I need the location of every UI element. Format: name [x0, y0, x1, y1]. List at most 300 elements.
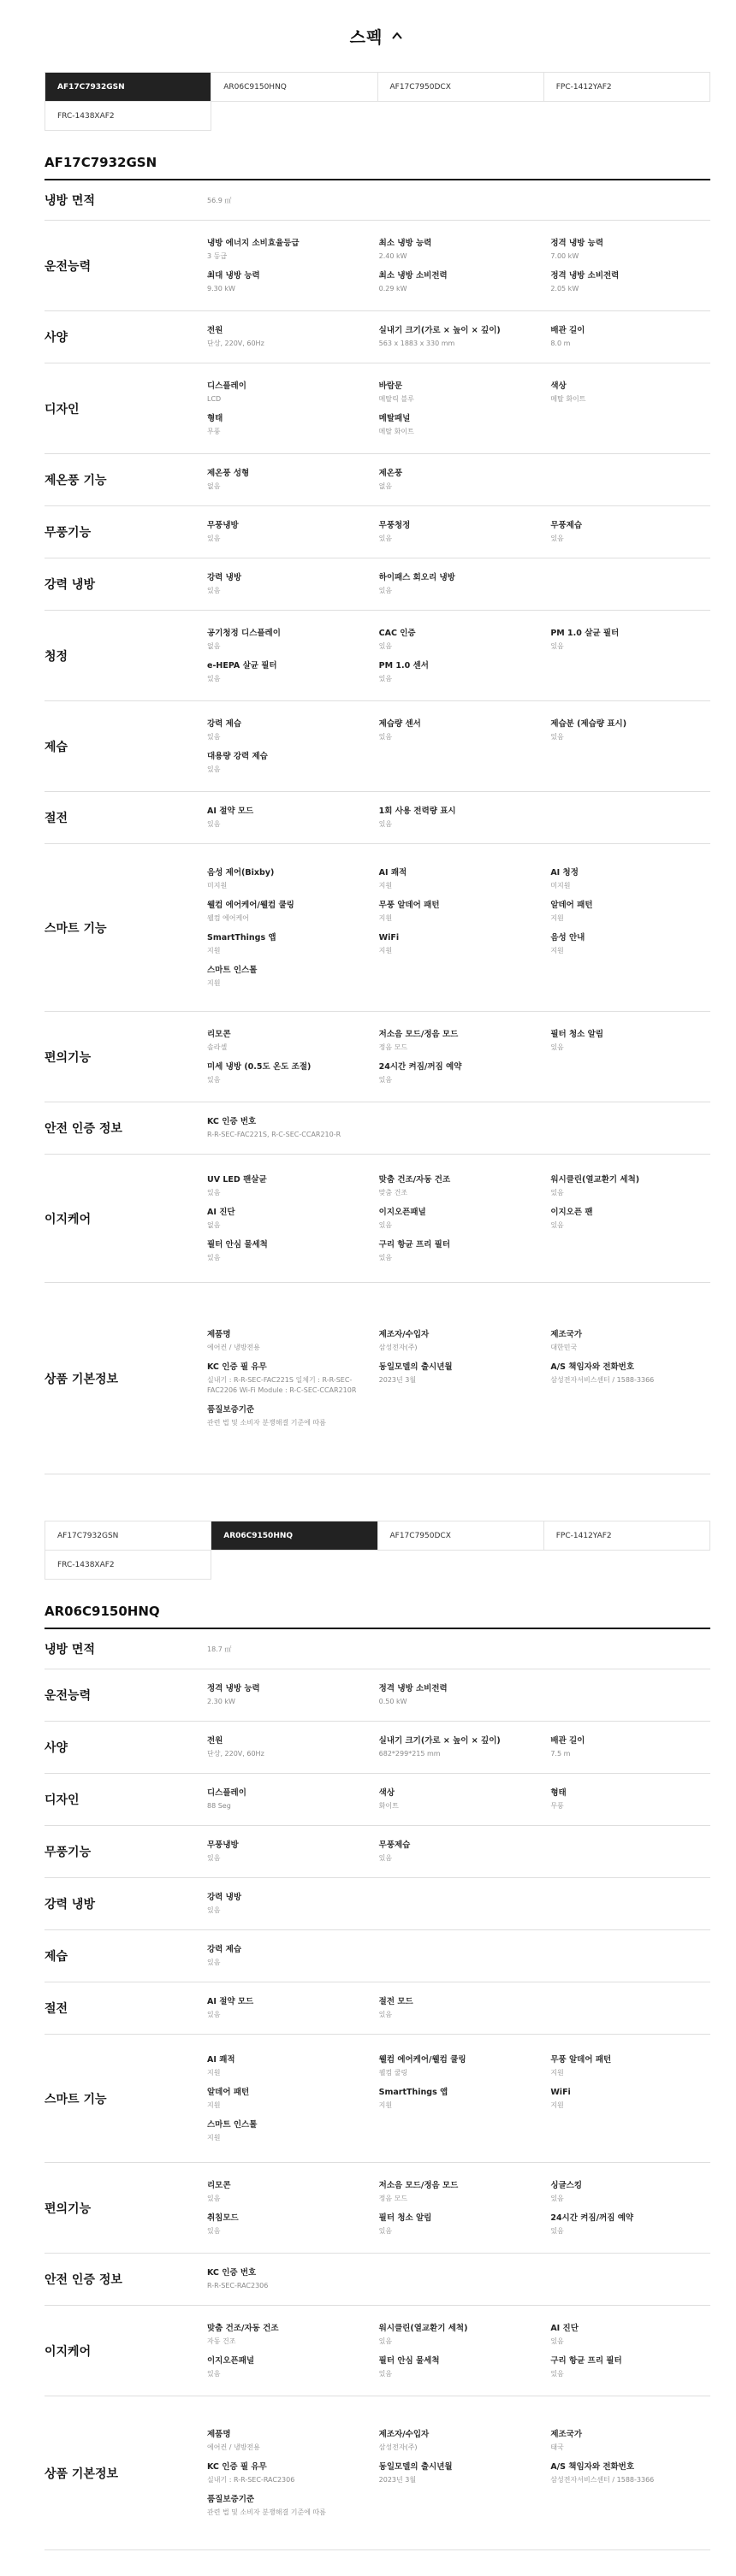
- model-spec-section: [45, 1474, 710, 2550]
- spec-item-value: 있음: [378, 535, 393, 542]
- spec-item-name: 필터 안심 물세척: [378, 2355, 440, 2366]
- spec-item: [379, 2083, 539, 2116]
- spec-item-name: 최소 냉방 소비전력: [378, 270, 448, 281]
- spec-item-value: 맞춤 건조: [378, 1188, 408, 1196]
- spec-item: [207, 464, 367, 497]
- page-title: 스펙: [349, 27, 383, 47]
- spec-item-name: 미세 냉방 (0.5도 온도 조절): [207, 1061, 312, 1072]
- spec-item-value: 무풍: [550, 1802, 564, 1810]
- spec-items: [207, 1930, 710, 1982]
- spec-item-name: 이지오픈 팬: [550, 1207, 593, 1217]
- spec-header[interactable]: [45, 0, 710, 72]
- spec-item: [550, 1326, 710, 1358]
- spec-category-label: 편의기능: [45, 1050, 92, 1065]
- spec-row: [45, 1878, 710, 1930]
- spec-item: [207, 1171, 367, 1203]
- spec-items: [207, 1155, 710, 1282]
- spec-item-value: R-R-SEC-RAC2306: [207, 2282, 269, 2289]
- spec-items: [207, 311, 710, 363]
- spec-item: [207, 1680, 367, 1712]
- spec-item: [207, 896, 367, 929]
- spec-item-value: 있음: [207, 2226, 221, 2235]
- spec-category-label: 제습: [45, 1950, 68, 1964]
- spec-item-value: 메탈 화이트: [378, 427, 414, 435]
- spec-item: [550, 2425, 710, 2458]
- spec-item-name: 공기청정 디스플레이: [207, 628, 281, 638]
- spec-item: [207, 2319, 367, 2352]
- spec-item: [207, 715, 367, 747]
- chevron-up-icon[interactable]: [389, 28, 405, 44]
- spec-item: [207, 1401, 367, 1433]
- spec-category-label: 스마트 기능: [45, 2092, 107, 2106]
- spec-category-label: 운전능력: [45, 259, 92, 274]
- spec-item-value: 단상, 220V, 60Hz: [207, 1750, 264, 1758]
- spec-item: [207, 2083, 367, 2116]
- spec-item-value: 있음: [550, 535, 564, 542]
- spec-item-name: SmartThings 앱: [207, 932, 276, 942]
- spec-item-value: 지원: [550, 2100, 564, 2109]
- spec-item: [379, 2177, 539, 2209]
- spec-category-label: 이지케어: [45, 2344, 92, 2359]
- spec-item: [550, 267, 710, 299]
- spec-item-value: 실내기 : R-R-SEC-RAC2306: [207, 2475, 295, 2484]
- spec-item-value: 있음: [550, 2369, 564, 2378]
- spec-item: [550, 864, 710, 896]
- spec-item-name: 배관 길이: [550, 1736, 585, 1746]
- spec-item-name: 대용량 강력 제습: [207, 751, 268, 761]
- spec-item: [207, 1058, 367, 1090]
- spec-item: [550, 1784, 710, 1817]
- spec-item-name: 제온풍: [378, 469, 403, 478]
- spec-item-value: 있음: [207, 1253, 221, 1261]
- spec-item-name: 알데어 패턴: [550, 900, 593, 910]
- spec-item-value: 7.5 m: [550, 1750, 571, 1758]
- spec-item-name: 품질보증기준: [207, 2494, 255, 2504]
- spec-item-name: 스마트 인스톨: [207, 965, 258, 975]
- spec-item-value: 있음: [550, 2194, 564, 2202]
- spec-item-name: 필터 청소 알림: [378, 2213, 432, 2223]
- spec-item: [550, 234, 710, 267]
- spec-items: [207, 792, 710, 843]
- spec-item-name: 색상: [378, 1788, 395, 1798]
- spec-item: [207, 2264, 367, 2296]
- spec-item-value: 태국: [550, 2443, 564, 2451]
- spec-item-value: 있음: [550, 2226, 564, 2235]
- spec-row: [45, 506, 710, 558]
- spec-item-value: 7.00 kW: [550, 251, 579, 260]
- spec-item-name: 강력 냉방: [207, 1893, 242, 1902]
- spec-item-name: AI 절약 모드: [207, 1997, 254, 2006]
- model-spec-section: [45, 72, 710, 1474]
- spec-items: [207, 1283, 710, 1474]
- spec-items: [207, 844, 710, 1011]
- spec-item-name: KC 인증 번호: [207, 1117, 257, 1126]
- spec-item: [550, 2051, 710, 2083]
- spec-item: [379, 2319, 539, 2352]
- spec-item: [207, 2352, 367, 2384]
- spec-item: [207, 1732, 367, 1764]
- spec-item-name: 강력 제습: [207, 718, 242, 729]
- spec-item: [550, 517, 710, 549]
- spec-item-value: 없음: [207, 641, 221, 650]
- spec-row: [45, 2254, 710, 2306]
- spec-items: [207, 1012, 710, 1102]
- spec-item: [207, 1993, 367, 2025]
- spec-items: [207, 2163, 710, 2253]
- spec-category-label: 디자인: [45, 402, 80, 417]
- spec-item: [379, 1732, 539, 1764]
- spec-item-name: 이지오픈패널: [378, 1207, 426, 1217]
- spec-item: [550, 2458, 710, 2490]
- spec-item-name: 전원: [207, 1736, 223, 1746]
- spec-item-value: 56.9 ㎡: [207, 197, 232, 204]
- spec-item-value: 있음: [378, 2011, 393, 2018]
- spec-item-value: 682*299*215 mm: [378, 1750, 441, 1758]
- spec-item-value: 있음: [207, 765, 221, 773]
- spec-item: [379, 517, 539, 549]
- spec-item-name: 맞춤 건조/자동 건조: [207, 2323, 279, 2333]
- spec-row: [45, 363, 710, 454]
- spec-row: [45, 180, 710, 221]
- tab-model[interactable]: AR06C9150HNQ: [211, 1521, 377, 1551]
- tab-model[interactable]: AF17C7950DCX: [378, 73, 544, 102]
- model-tabs: [45, 1521, 710, 1580]
- spec-category-label: 상품 기본정보: [45, 1372, 119, 1386]
- spec-item: [379, 2051, 539, 2083]
- spec-item: [207, 1836, 367, 1869]
- spec-item: [207, 569, 367, 601]
- spec-row: [45, 792, 710, 844]
- spec-item-name: 디스플레이: [207, 1788, 246, 1798]
- spec-item-value: 단상, 220V, 60Hz: [207, 340, 264, 347]
- spec-item-name: 메탈패널: [378, 413, 411, 423]
- spec-item: [379, 1358, 539, 1401]
- spec-item: [550, 1171, 710, 1203]
- spec-row: [45, 2306, 710, 2396]
- spec-items: [207, 506, 710, 558]
- spec-item: [550, 715, 710, 747]
- spec-category-label: 청정: [45, 649, 68, 664]
- spec-item-value: 정음 모드: [378, 1043, 408, 1051]
- spec-item-value: 지원: [207, 2100, 221, 2109]
- spec-item-value: 있음: [378, 1253, 393, 1261]
- spec-items: [207, 1669, 710, 1721]
- spec-item-name: CAC 인증: [378, 628, 416, 638]
- spec-item: [207, 1326, 367, 1358]
- spec-item: [550, 624, 710, 657]
- spec-category-label: 제습: [45, 740, 68, 754]
- spec-item-name: KC 인증 번호: [207, 2268, 257, 2278]
- spec-item-name: 제조자/수입자: [378, 1329, 430, 1339]
- spec-items: [207, 1102, 710, 1154]
- spec-item: [379, 322, 539, 354]
- spec-item-value: 0.50 kW: [378, 1698, 407, 1705]
- spec-item: [207, 1236, 367, 1268]
- spec-item-value: 있음: [550, 732, 564, 741]
- spec-item: [379, 1025, 539, 1058]
- spec-items: [207, 1826, 710, 1877]
- spec-item-name: AI 진단: [550, 2323, 579, 2333]
- spec-category-label: 냉방 면적: [45, 1643, 95, 1657]
- spec-item-name: AI 진단: [207, 1207, 235, 1217]
- spec-item-name: 최대 냉방 능력: [207, 270, 260, 281]
- spec-item: [550, 2209, 710, 2242]
- spec-item-name: 취침모드: [207, 2213, 239, 2223]
- spec-item: [379, 624, 539, 657]
- spec-category-label: 상품 기본정보: [45, 2467, 119, 2481]
- spec-row: [45, 1102, 710, 1155]
- spec-items: [207, 1629, 710, 1669]
- spec-item: [379, 2209, 539, 2242]
- spec-item: [379, 1236, 539, 1268]
- spec-item-name: WiFi: [550, 2087, 571, 2097]
- spec-item-name: 무풍제습: [378, 1840, 411, 1850]
- spec-item: [379, 1993, 539, 2025]
- spec-category-label: 스마트 기능: [45, 921, 107, 936]
- spec-row: [45, 1826, 710, 1878]
- spec-item-name: 정격 냉방 소비전력: [378, 1684, 448, 1693]
- spec-item-name: 워시클린(열교환기 세척): [550, 1174, 640, 1185]
- spec-item: [207, 1888, 367, 1921]
- spec-items: [207, 2396, 710, 2549]
- spec-item: [207, 410, 367, 442]
- spec-item: [207, 377, 367, 410]
- spec-item-name: SmartThings 앱: [378, 2087, 448, 2097]
- spec-item-name: 제품명: [207, 1329, 231, 1339]
- spec-item-name: 24시간 켜짐/꺼짐 예약: [378, 1061, 462, 1072]
- spec-item-value: 웰컴 에어케어: [207, 913, 249, 922]
- spec-item-value: 대한민국: [550, 1343, 578, 1351]
- spec-item-value: 없음: [378, 482, 393, 490]
- spec-item-value: 삼성전자(주): [378, 1343, 418, 1351]
- spec-item-value: 2023년 3월: [378, 1375, 417, 1384]
- spec-row: [45, 1669, 710, 1722]
- spec-item-value: 자동 건조: [207, 2337, 236, 2345]
- spec-item-name: 정격 냉방 능력: [550, 238, 604, 248]
- spec-items: [207, 2035, 710, 2162]
- spec-item-value: 있음: [550, 1188, 564, 1196]
- spec-item-value: 무풍: [207, 427, 221, 435]
- spec-item: [379, 377, 539, 410]
- spec-sections: [45, 72, 710, 2550]
- spec-item-name: 강력 제습: [207, 1945, 242, 1954]
- spec-item: [207, 961, 367, 994]
- spec-item-name: 하이패스 회오리 냉방: [378, 573, 455, 582]
- spec-item: [379, 802, 539, 835]
- spec-item-name: 1회 사용 전력량 표시: [378, 806, 456, 816]
- spec-item: [207, 864, 367, 896]
- tab-model[interactable]: FPC-1412YAF2: [544, 1521, 710, 1551]
- model-title: AF17C7932GSN: [45, 131, 710, 180]
- spec-row: [45, 1283, 710, 1474]
- spec-item-value: 지원: [550, 2068, 564, 2077]
- spec-item-value: 2023년 3월: [378, 2475, 417, 2484]
- spec-item: [379, 1680, 539, 1712]
- spec-item: [207, 624, 367, 657]
- tab-model[interactable]: FRC-1438XAF2: [45, 1551, 211, 1580]
- spec-item-name: 필터 안심 물세척: [207, 1239, 268, 1250]
- spec-item-value: 563 x 1883 x 330 mm: [378, 340, 455, 347]
- spec-items: [207, 2254, 710, 2305]
- spec-item-value: 지원: [550, 946, 564, 954]
- spec-item-name: 리모콘: [207, 2180, 231, 2190]
- spec-item-name: 무풍냉방: [207, 1840, 239, 1850]
- spec-item-name: 웰컴 에어케어/웰컴 쿨링: [207, 900, 294, 910]
- spec-item-value: 있음: [207, 2369, 221, 2378]
- spec-category-label: 강력 냉방: [45, 578, 95, 592]
- spec-item: [207, 747, 367, 780]
- spec-item-value: 있음: [207, 587, 221, 594]
- spec-items: [207, 221, 710, 310]
- spec-item-name: 디스플레이: [207, 381, 246, 391]
- spec-item-value: 삼성전자서비스센터 / 1588-3366: [550, 2475, 655, 2484]
- spec-item-name: 전원: [207, 326, 223, 335]
- spec-item: [379, 896, 539, 929]
- spec-item-name: 형태: [550, 1788, 567, 1798]
- spec-item-value: 지원: [207, 2133, 221, 2142]
- spec-item: [207, 1203, 367, 1236]
- spec-category-label: 운전능력: [45, 1689, 92, 1703]
- spec-item-value: 있음: [550, 1043, 564, 1051]
- tab-model[interactable]: AF17C7932GSN: [45, 1521, 211, 1551]
- spec-item-name: PM 1.0 센서: [378, 660, 429, 671]
- spec-category-label: 절전: [45, 812, 68, 825]
- spec-row: [45, 558, 710, 611]
- spec-item-name: 정격 냉방 소비전력: [550, 270, 620, 281]
- spec-item: [550, 377, 710, 410]
- spec-item: [207, 1025, 367, 1058]
- spec-item-name: 구리 항균 프리 필터: [378, 1239, 450, 1250]
- spec-item-value: 18.7 ㎡: [207, 1645, 232, 1653]
- spec-item-value: 있음: [207, 732, 221, 741]
- spec-item-name: PM 1.0 살균 필터: [550, 628, 620, 638]
- spec-item: [550, 1203, 710, 1236]
- spec-items: [207, 1878, 710, 1929]
- spec-item-value: 있음: [378, 732, 393, 741]
- spec-category-label: 냉방 면적: [45, 194, 95, 208]
- spec-item: [379, 569, 539, 601]
- tab-model[interactable]: FRC-1438XAF2: [45, 102, 211, 131]
- spec-items: [207, 558, 710, 610]
- spec-row: [45, 1982, 710, 2035]
- spec-item-value: 2.40 kW: [378, 251, 407, 260]
- spec-item-name: 제조자/수입자: [378, 2429, 430, 2439]
- spec-item: [207, 2490, 367, 2523]
- spec-item-value: 있음: [378, 2337, 393, 2345]
- spec-item-value: 2.30 kW: [207, 1698, 235, 1705]
- spec-item-value: 지원: [378, 913, 393, 922]
- spec-item-name: 최소 냉방 능력: [378, 238, 432, 248]
- spec-item-value: 메탈릭 블루: [378, 394, 414, 403]
- spec-item-value: 0.29 kW: [378, 284, 407, 292]
- spec-item: [207, 1784, 367, 1817]
- spec-category-label: 사양: [45, 1741, 68, 1755]
- spec-item-value: 지원: [207, 2068, 221, 2077]
- spec-item: [379, 1171, 539, 1203]
- spec-category-label: 강력 냉방: [45, 1898, 95, 1911]
- spec-item: [550, 929, 710, 961]
- spec-item-name: 제조국가: [550, 2429, 583, 2439]
- spec-item: [379, 864, 539, 896]
- spec-row: [45, 1722, 710, 1774]
- spec-item-name: 냉방 에너지 소비효율등급: [207, 238, 300, 248]
- spec-item-value: 지원: [207, 946, 221, 954]
- spec-item-name: 무풍 알데어 패턴: [378, 900, 440, 910]
- spec-item-value: 있음: [207, 1854, 221, 1862]
- spec-item-name: 리모콘: [207, 1029, 231, 1039]
- spec-item-value: 지원: [550, 913, 564, 922]
- spec-item-value: 웰컴 쿨링: [378, 2068, 408, 2077]
- spec-item: [379, 929, 539, 961]
- spec-item: [207, 2425, 367, 2458]
- tab-model[interactable]: AF17C7932GSN: [45, 73, 211, 102]
- tab-model[interactable]: FPC-1412YAF2: [544, 73, 710, 102]
- spec-item-name: UV LED 팬살균: [207, 1174, 267, 1185]
- spec-item-value: 관련 법 및 소비자 분쟁해결 기준에 따름: [207, 1418, 326, 1427]
- spec-item-name: 구리 항균 프리 필터: [550, 2355, 622, 2366]
- spec-row: [45, 2035, 710, 2163]
- spec-item: [207, 1358, 367, 1401]
- spec-item: [207, 2177, 367, 2209]
- tab-model[interactable]: AF17C7950DCX: [378, 1521, 544, 1551]
- spec-item-value: 있음: [207, 1906, 221, 1914]
- spec-item-name: 제습분 (제습량 표시): [550, 718, 627, 729]
- spec-item-name: A/S 책임자와 전화번호: [550, 1362, 635, 1372]
- spec-item-name: 이지오픈패널: [207, 2355, 255, 2366]
- spec-item: [379, 234, 539, 267]
- spec-category-label: 절전: [45, 2002, 68, 2016]
- spec-category-label: 사양: [45, 331, 68, 345]
- spec-row: [45, 2396, 710, 2550]
- spec-item: [207, 2051, 367, 2083]
- spec-item-value: 있음: [378, 2226, 393, 2235]
- spec-item-name: 저소음 모드/정음 모드: [378, 2180, 459, 2190]
- spec-item-value: R-R-SEC-FAC221S, R-C-SEC-CCAR210-R: [207, 1131, 341, 1138]
- spec-item-value: 없음: [207, 482, 221, 490]
- spec-item-value: 화이트: [378, 1802, 399, 1810]
- spec-item-value: 있음: [378, 587, 393, 594]
- spec-item-name: 무풍 알데어 패턴: [550, 2054, 612, 2065]
- spec-item: [379, 410, 539, 442]
- spec-item: [207, 267, 367, 299]
- spec-item-value: 있음: [378, 674, 393, 682]
- tab-model[interactable]: AR06C9150HNQ: [211, 73, 377, 102]
- spec-item-value: 있음: [550, 1220, 564, 1229]
- spec-item-value: 있음: [207, 1075, 221, 1084]
- spec-row: [45, 701, 710, 792]
- spec-item-name: KC 인증 필 유무: [207, 2461, 267, 2472]
- spec-item: [379, 1836, 539, 1869]
- spec-item: [550, 1358, 710, 1401]
- model-title: AR06C9150HNQ: [45, 1580, 710, 1629]
- spec-item-value: 정음 모드: [378, 2194, 408, 2202]
- spec-item-value: 있음: [378, 820, 393, 828]
- spec-item: [379, 267, 539, 299]
- spec-item-value: 있음: [207, 535, 221, 542]
- spec-row: [45, 311, 710, 363]
- spec-item: [207, 1941, 367, 1973]
- spec-items: [207, 1722, 710, 1773]
- spec-item-name: 절전 모드: [378, 1997, 413, 2006]
- spec-item-value: 에어컨 / 냉방전용: [207, 2443, 260, 2451]
- spec-row: [45, 611, 710, 701]
- spec-item: [379, 2352, 539, 2384]
- spec-items: [207, 701, 710, 791]
- spec-item-value: 삼성전자(주): [378, 2443, 418, 2451]
- spec-item: [379, 715, 539, 747]
- spec-item: [207, 517, 367, 549]
- spec-row: [45, 2163, 710, 2254]
